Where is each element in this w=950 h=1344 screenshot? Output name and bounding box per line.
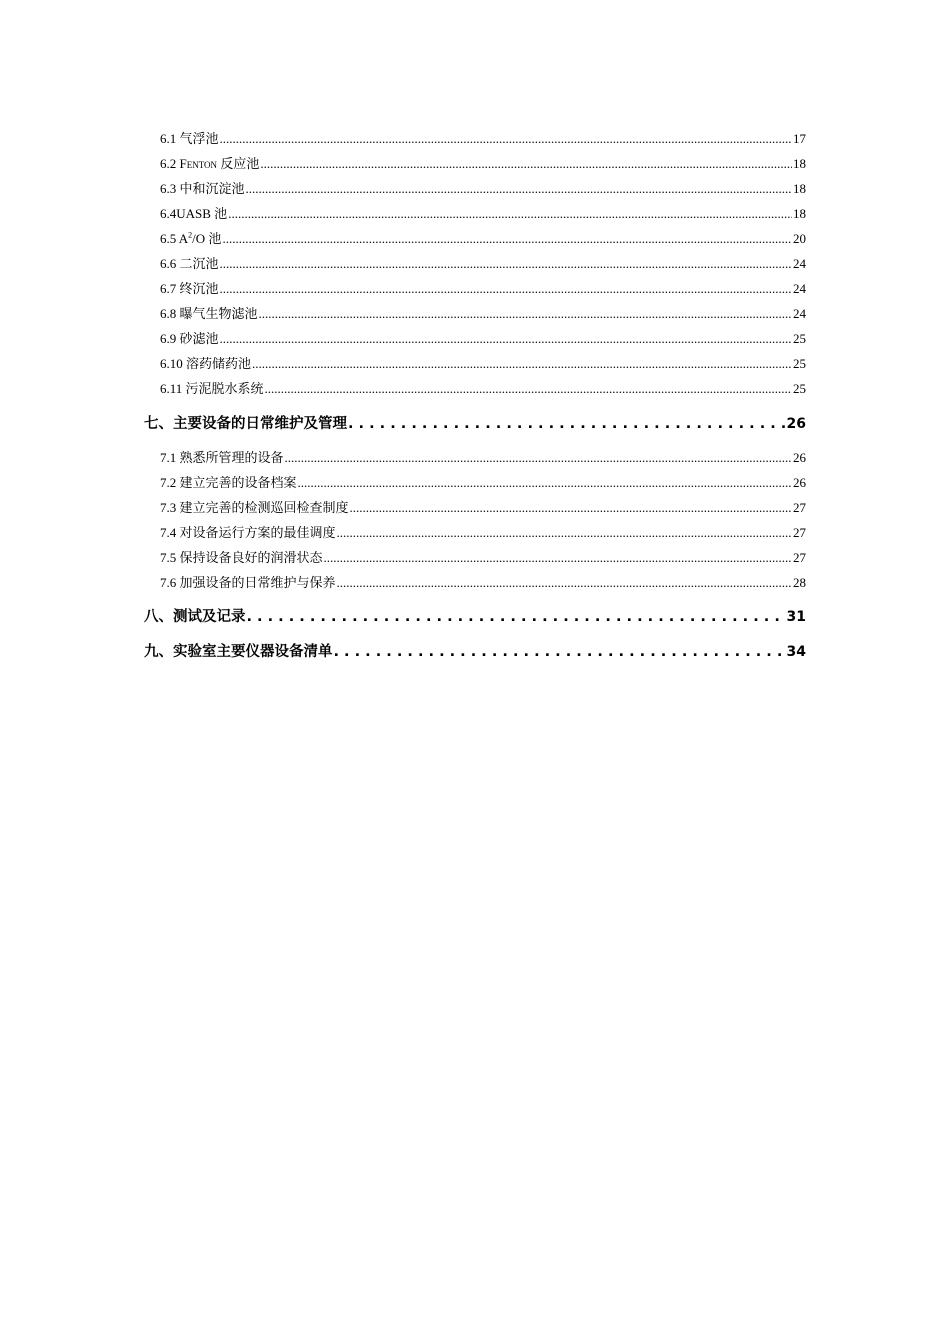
- toc-entry-7-6[interactable]: [160, 572, 806, 591]
- toc-page-number: 28: [793, 575, 806, 590]
- toc-leader-dots: [222, 231, 792, 247]
- toc-leader-dots: [350, 500, 792, 516]
- toc-leader-dots: [228, 206, 792, 222]
- toc-leader-dots: [337, 575, 792, 591]
- toc-entry-label: 7.1 熟悉所管理的设备: [160, 450, 284, 465]
- toc-page-number: 34: [786, 644, 806, 660]
- toc-entry-label: 6.3 中和沉淀池: [160, 181, 245, 196]
- toc-leader-dots: [247, 609, 786, 625]
- toc-entry-6-5[interactable]: [160, 228, 806, 247]
- toc-leader-dots: [220, 281, 792, 297]
- toc-entry-7-1[interactable]: [160, 447, 806, 466]
- toc-entry-7-4[interactable]: [160, 522, 806, 541]
- toc-entry-label: 7.6 加强设备的日常维护与保养: [160, 575, 336, 590]
- toc-leader-dots: [220, 331, 792, 347]
- toc-page-number: 24: [793, 281, 806, 296]
- toc-entry-6-7[interactable]: [160, 278, 806, 297]
- toc-entry-label: 6.5 $A^2/O$ 池: [160, 230, 222, 246]
- toc-page-number: 25: [793, 356, 806, 371]
- toc-entry-label: 6.1 气浮池: [160, 131, 219, 146]
- toc-page-number: 18: [793, 206, 806, 221]
- toc-entry-7-3[interactable]: [160, 497, 806, 516]
- toc-chapter-7[interactable]: [144, 412, 806, 433]
- toc-leader-dots: [348, 416, 786, 432]
- toc-page-number: 26: [793, 450, 806, 465]
- toc-page-number: 26: [786, 416, 806, 432]
- toc-entry-label: 6.10 溶药储药池: [160, 356, 252, 371]
- toc-entry-label: 6.7 终沉池: [160, 281, 219, 296]
- toc-leader-dots: [252, 356, 792, 372]
- toc-entry-label: 7.5 保持设备良好的润滑状态: [160, 550, 323, 565]
- toc-page-number: 17: [793, 131, 806, 146]
- toc-page-number: 26: [793, 475, 806, 490]
- toc-entry-6-9[interactable]: [160, 328, 806, 347]
- toc-page-number: 25: [793, 331, 806, 346]
- toc-page-number: 20: [793, 231, 806, 246]
- toc-entry-label: 7.4 对设备运行方案的最佳调度: [160, 525, 336, 540]
- toc-entry-6-6[interactable]: [160, 253, 806, 272]
- toc-chapter-label: 九、实验室主要仪器设备清单: [144, 644, 333, 660]
- toc-page-number: 18: [793, 181, 806, 196]
- toc-leader-dots: [334, 644, 786, 660]
- toc-leader-dots: [324, 550, 792, 566]
- toc-entry-6-8[interactable]: [160, 303, 806, 322]
- toc-page-number: 27: [793, 550, 806, 565]
- toc-leader-dots: [259, 306, 792, 322]
- toc-leader-dots: [285, 450, 792, 466]
- toc-page-number: 31: [786, 609, 806, 625]
- toc-leader-dots: [265, 381, 792, 397]
- toc-entry-6-11[interactable]: [160, 378, 806, 397]
- toc-entry-6-1[interactable]: [160, 128, 806, 147]
- toc-entry-6-4[interactable]: [160, 203, 806, 222]
- toc-leader-dots: [260, 156, 792, 172]
- toc-leader-dots: [220, 131, 792, 147]
- toc-entry-label: 6.4UASB 池: [160, 206, 228, 221]
- toc-leader-dots: [337, 525, 792, 541]
- toc-entry-label: 6.8 曝气生物滤池: [160, 306, 258, 321]
- toc-entry-6-10[interactable]: [160, 353, 806, 372]
- toc-entry-label: 7.3 建立完善的检测巡回检查制度: [160, 500, 349, 515]
- toc-leader-dots: [246, 181, 792, 197]
- toc-chapter-8[interactable]: [144, 605, 806, 626]
- toc-page-number: 27: [793, 500, 806, 515]
- toc-leader-dots: [298, 475, 792, 491]
- toc-page-number: 24: [793, 306, 806, 321]
- toc-entry-label: 6.9 砂滤池: [160, 331, 219, 346]
- toc-entry-7-5[interactable]: [160, 547, 806, 566]
- toc-entry-7-2[interactable]: [160, 472, 806, 491]
- toc-entry-label: 7.2 建立完善的设备档案: [160, 475, 297, 490]
- toc-chapter-label: 七、主要设备的日常维护及管理: [144, 416, 347, 432]
- toc-entry-6-3[interactable]: [160, 178, 806, 197]
- toc-entry-label: 6.11 污泥脱水系统: [160, 381, 264, 396]
- toc-page-number: 25: [793, 381, 806, 396]
- toc-leader-dots: [220, 256, 792, 272]
- toc-page-number: 24: [793, 256, 806, 271]
- toc-entry-label: 6.6 二沉池: [160, 256, 219, 271]
- toc-chapter-9[interactable]: [144, 640, 806, 661]
- toc-page-number: 27: [793, 525, 806, 540]
- toc-entry-label: 6.2 Fenton 反应池: [160, 156, 260, 171]
- toc-entry-6-2[interactable]: [160, 153, 806, 172]
- toc-page-number: 18: [793, 156, 806, 171]
- toc-chapter-label: 八、测试及记录: [144, 609, 246, 625]
